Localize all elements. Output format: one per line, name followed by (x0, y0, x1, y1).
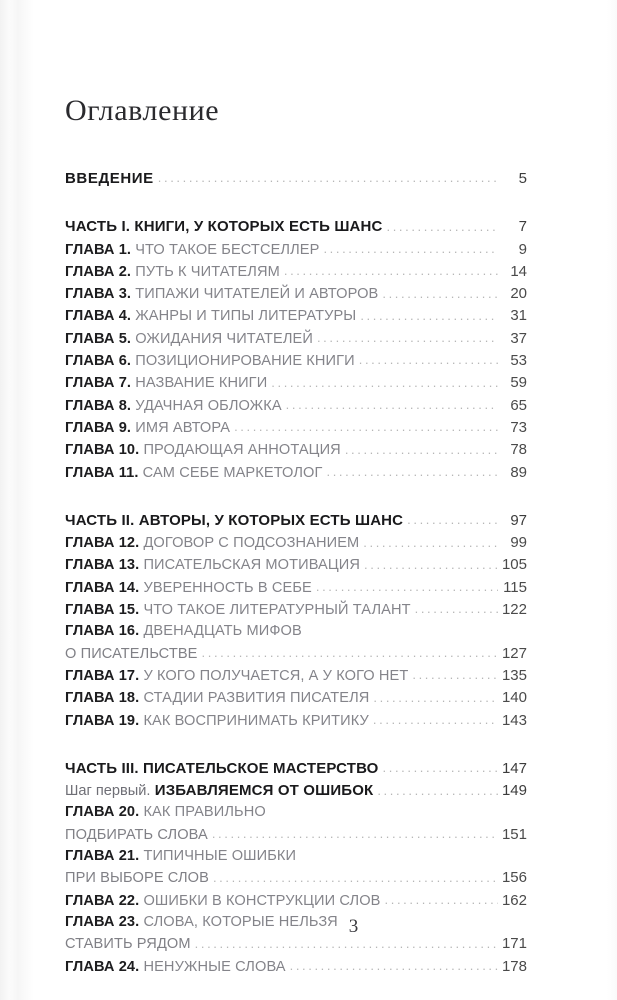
entry-page-number: 9 (518, 240, 527, 258)
entry-page-number: 135 (501, 666, 527, 684)
chapter-title: КАК ВОСПРИНИМАТЬ КРИТИКУ (139, 712, 369, 729)
chapter-number: ГЛАВА 12. (65, 535, 140, 552)
dot-leader (284, 261, 498, 276)
entry-label (65, 711, 369, 732)
entry-page-number: 105 (501, 556, 527, 574)
page-title: Оглавление (65, 94, 220, 128)
entry-page-number: 89 (510, 463, 527, 481)
chapter-number: ГЛАВА 1. (65, 241, 132, 258)
chapter-title-line2: ПРИ ВЫБОРЕ СЛОВ (65, 870, 209, 887)
entry-label (65, 533, 359, 554)
entry-page-number: 37 (510, 329, 527, 347)
chapter-title: ДВЕНАДЦАТЬ МИФОВ (139, 623, 302, 640)
entry-page-number: 97 (510, 511, 527, 529)
dot-leader (345, 440, 498, 455)
entry-page-number: 99 (510, 534, 527, 552)
chapter-number: ГЛАВА 14. (65, 579, 140, 596)
toc-entry[interactable] (65, 239, 527, 261)
dot-leader (382, 284, 498, 299)
entry-label (65, 463, 322, 484)
toc-entry[interactable] (65, 350, 527, 372)
dot-leader (360, 306, 498, 321)
dot-leader (364, 555, 498, 570)
toc-entry[interactable] (65, 417, 527, 439)
toc-entry[interactable] (65, 687, 527, 709)
toc-entry[interactable] (65, 758, 527, 780)
chapter-title: СЛОВА, КОТОРЫЕ НЕЛЬЗЯ (139, 913, 338, 930)
dot-leader (158, 168, 498, 183)
toc-entry[interactable] (65, 261, 527, 283)
dot-leader (383, 758, 498, 773)
chapter-number: ГЛАВА 23. (65, 913, 140, 930)
chapter-title: НЕНУЖНЫЕ СЛОВА (139, 958, 286, 975)
toc-section-part-1 (65, 216, 527, 484)
entry-label (65, 846, 296, 867)
dot-leader (407, 510, 498, 525)
entry-page-number: 31 (510, 307, 527, 325)
chapter-title-line2: О ПИСАТЕЛЬСТВЕ (65, 645, 198, 662)
toc-entry[interactable] (65, 328, 527, 350)
dot-leader (202, 643, 498, 658)
chapter-number: ГЛАВА 11. (65, 464, 139, 481)
entry-page-number: 5 (518, 170, 527, 187)
toc-entry[interactable] (65, 890, 527, 912)
chapter-number: ГЛАВА 13. (65, 557, 140, 574)
entry-page-number: 7 (518, 218, 527, 236)
chapter-title: НАЗВАНИЕ КНИГИ (131, 375, 268, 392)
toc-entry[interactable] (65, 956, 527, 978)
toc-entry-continuation[interactable] (65, 643, 527, 665)
toc-entry[interactable] (65, 780, 527, 802)
entry-label (65, 758, 379, 780)
dot-leader (234, 417, 498, 432)
toc-entry[interactable] (65, 305, 527, 327)
chapter-number: ГЛАВА 24. (65, 958, 140, 975)
part-label: ЧАСТЬ II. АВТОРЫ, У КОТОРЫХ ЕСТЬ ШАНС (65, 511, 404, 529)
toc-entry-continuation[interactable] (65, 824, 527, 846)
entry-label (65, 555, 360, 576)
chapter-number: ГЛАВА 20. (65, 804, 140, 821)
chapter-number: ГЛАВА 19. (65, 712, 140, 729)
chapter-title-line2: СТАВИТЬ РЯДОМ (65, 936, 191, 953)
entry-page-number: 149 (501, 782, 527, 800)
toc-entry[interactable] (65, 216, 527, 238)
chapter-number: ГЛАВА 21. (65, 848, 140, 865)
dot-leader (377, 781, 498, 796)
entry-page-number: 115 (503, 578, 527, 596)
entry-page-number: 127 (501, 644, 527, 662)
entry-label (65, 621, 302, 642)
dot-leader (212, 824, 498, 839)
entry-page-number: 53 (510, 352, 527, 370)
chapter-number: ГЛАВА 7. (65, 375, 132, 392)
entry-label (65, 306, 356, 327)
dot-leader (373, 710, 498, 725)
entry-page-number: 171 (501, 935, 527, 953)
toc-entry[interactable] (65, 621, 527, 642)
entry-page-number: 156 (501, 869, 527, 887)
entry-label (65, 600, 411, 621)
chapter-number: ГЛАВА 3. (65, 286, 132, 303)
entry-label (65, 891, 381, 912)
toc-entry[interactable] (65, 395, 527, 417)
chapter-title: ТИПАЖИ ЧИТАТЕЛЕЙ И АВТОРОВ (131, 286, 379, 303)
chapter-title: ЧТО ТАКОЕ БЕСТСЕЛЛЕР (131, 241, 320, 258)
chapter-title: ПУТЬ К ЧИТАТЕЛЯМ (131, 263, 280, 280)
toc-entry[interactable] (65, 577, 527, 599)
chapter-number: ГЛАВА 22. (65, 892, 140, 909)
step-prefix: Шаг первый. (65, 783, 151, 800)
entry-page-number: 151 (501, 825, 527, 843)
dot-leader (213, 868, 498, 883)
toc-section-part-3 (65, 758, 527, 978)
entry-label (65, 262, 280, 283)
dot-leader (286, 395, 498, 410)
chapter-number: ГЛАВА 8. (65, 397, 132, 414)
dot-leader (326, 462, 498, 477)
chapter-title: У КОГО ПОЛУЧАЕТСЯ, А У КОГО НЕТ (139, 667, 409, 684)
page-binding-shadow (0, 0, 34, 1000)
chapter-title: ИМЯ АВТОРА (131, 419, 231, 436)
entry-page-number: 73 (510, 418, 527, 436)
entry-label (65, 688, 369, 709)
entry-label (65, 510, 403, 532)
entry-page-number: 78 (510, 441, 527, 459)
chapter-title: ЖАНРЫ И ТИПЫ ЛИТЕРАТУРЫ (131, 308, 357, 325)
entry-page-number: 178 (501, 957, 527, 975)
entry-page-number: 147 (501, 759, 527, 777)
part-label: ЧАСТЬ III. ПИСАТЕЛЬСКОЕ МАСТЕРСТВО (65, 759, 379, 777)
dot-leader (317, 328, 498, 343)
toc-entry-continuation[interactable] (65, 867, 527, 889)
chapter-title: УВЕРЕННОСТЬ В СЕБЕ (139, 579, 312, 596)
chapter-title: УДАЧНАЯ ОБЛОЖКА (131, 397, 282, 414)
toc-entry[interactable] (65, 168, 527, 190)
dot-leader (359, 350, 498, 365)
entry-label (65, 284, 378, 305)
dot-leader (387, 217, 499, 232)
entry-label (65, 351, 355, 372)
entry-label (65, 329, 313, 350)
toc-entry[interactable] (65, 532, 527, 554)
chapter-title: КАК ПРАВИЛЬНО (139, 804, 266, 821)
entry-label (65, 418, 230, 439)
entry-page-number: 122 (501, 601, 527, 619)
dot-leader (316, 577, 498, 592)
chapter-number: ГЛАВА 6. (65, 353, 132, 370)
chapter-title: ЧТО ТАКОЕ ЛИТЕРАТУРНЫЙ ТАЛАНТ (139, 602, 411, 619)
entry-label (65, 802, 266, 823)
chapter-title: ПОЗИЦИОНИРОВАНИЕ КНИГИ (131, 353, 355, 370)
toc-section-part-2 (65, 510, 527, 732)
chapter-number: ГЛАВА 16. (65, 623, 140, 640)
entry-label (65, 168, 154, 190)
step-label: ИЗБАВЛЯЕМСЯ ОТ ОШИБОК (150, 782, 374, 800)
chapter-title: СТАДИИ РАЗВИТИЯ ПИСАТЕЛЯ (139, 690, 370, 707)
page-folio: 3 (348, 916, 359, 937)
dot-leader (323, 239, 498, 254)
entry-page-number: 14 (510, 262, 527, 280)
chapter-title: ТИПИЧНЫЕ ОШИБКИ (139, 848, 297, 865)
dot-leader (412, 665, 498, 680)
chapter-title-line2: ПОДБИРАТЬ СЛОВА (65, 826, 208, 843)
entry-page-number: 143 (501, 711, 527, 729)
chapter-number: ГЛАВА 2. (65, 263, 132, 280)
chapter-number: ГЛАВА 4. (65, 308, 132, 325)
toc-entry[interactable] (65, 710, 527, 732)
toc-entry[interactable] (65, 846, 527, 867)
entry-label (65, 578, 312, 599)
toc-entry[interactable] (65, 802, 527, 823)
chapter-number: ГЛАВА 10. (65, 442, 140, 459)
toc-entry[interactable] (65, 554, 527, 576)
chapter-title: САМ СЕБЕ МАРКЕТОЛОГ (138, 464, 323, 481)
toc-entry[interactable] (65, 439, 527, 461)
entry-label (65, 216, 383, 238)
chapter-number: ГЛАВА 9. (65, 419, 132, 436)
chapter-number: ГЛАВА 17. (65, 667, 140, 684)
entry-page-number: 140 (501, 689, 527, 707)
dot-leader (415, 599, 498, 614)
toc-entry[interactable] (65, 510, 527, 532)
chapter-number: ГЛАВА 18. (65, 690, 140, 707)
dot-leader (363, 533, 498, 548)
chapter-number: ГЛАВА 15. (65, 602, 140, 619)
entry-label (65, 240, 319, 261)
chapter-title: ОШИБКИ В КОНСТРУКЦИИ СЛОВ (139, 892, 381, 909)
entry-label (65, 396, 282, 417)
chapter-title: ПРОДАЮЩАЯ АННОТАЦИЯ (139, 442, 341, 459)
dot-leader (271, 373, 498, 388)
chapter-title: ДОГОВОР С ПОДСОЗНАНИЕМ (139, 535, 360, 552)
entry-page-number: 59 (510, 374, 527, 392)
page-edge-shadow (607, 0, 617, 1000)
entry-page-number: 20 (510, 285, 527, 303)
chapter-number: ГЛАВА 5. (65, 330, 132, 347)
entry-label (65, 373, 267, 394)
entry-label (65, 440, 341, 461)
toc-section-front-matter (65, 168, 527, 190)
entry-page-number: 65 (510, 396, 527, 414)
entry-label (65, 780, 373, 802)
toc-entry[interactable] (65, 599, 527, 621)
entry-label (65, 957, 286, 978)
part-label: ЧАСТЬ I. КНИГИ, У КОТОРЫХ ЕСТЬ ШАНС (65, 218, 383, 236)
section-label: ВВЕДЕНИЕ (65, 170, 154, 187)
chapter-title: ПИСАТЕЛЬСКАЯ МОТИВАЦИЯ (139, 557, 361, 574)
entry-page-number: 162 (501, 891, 527, 909)
table-of-contents (65, 168, 527, 978)
dot-leader (290, 956, 498, 971)
toc-entry[interactable] (65, 283, 527, 305)
toc-entry[interactable] (65, 462, 527, 484)
toc-entry[interactable] (65, 665, 527, 687)
entry-label (65, 666, 408, 687)
toc-entry[interactable] (65, 372, 527, 394)
chapter-title: ОЖИДАНИЯ ЧИТАТЕЛЕЙ (131, 330, 313, 347)
dot-leader (385, 890, 498, 905)
dot-leader (373, 688, 498, 703)
